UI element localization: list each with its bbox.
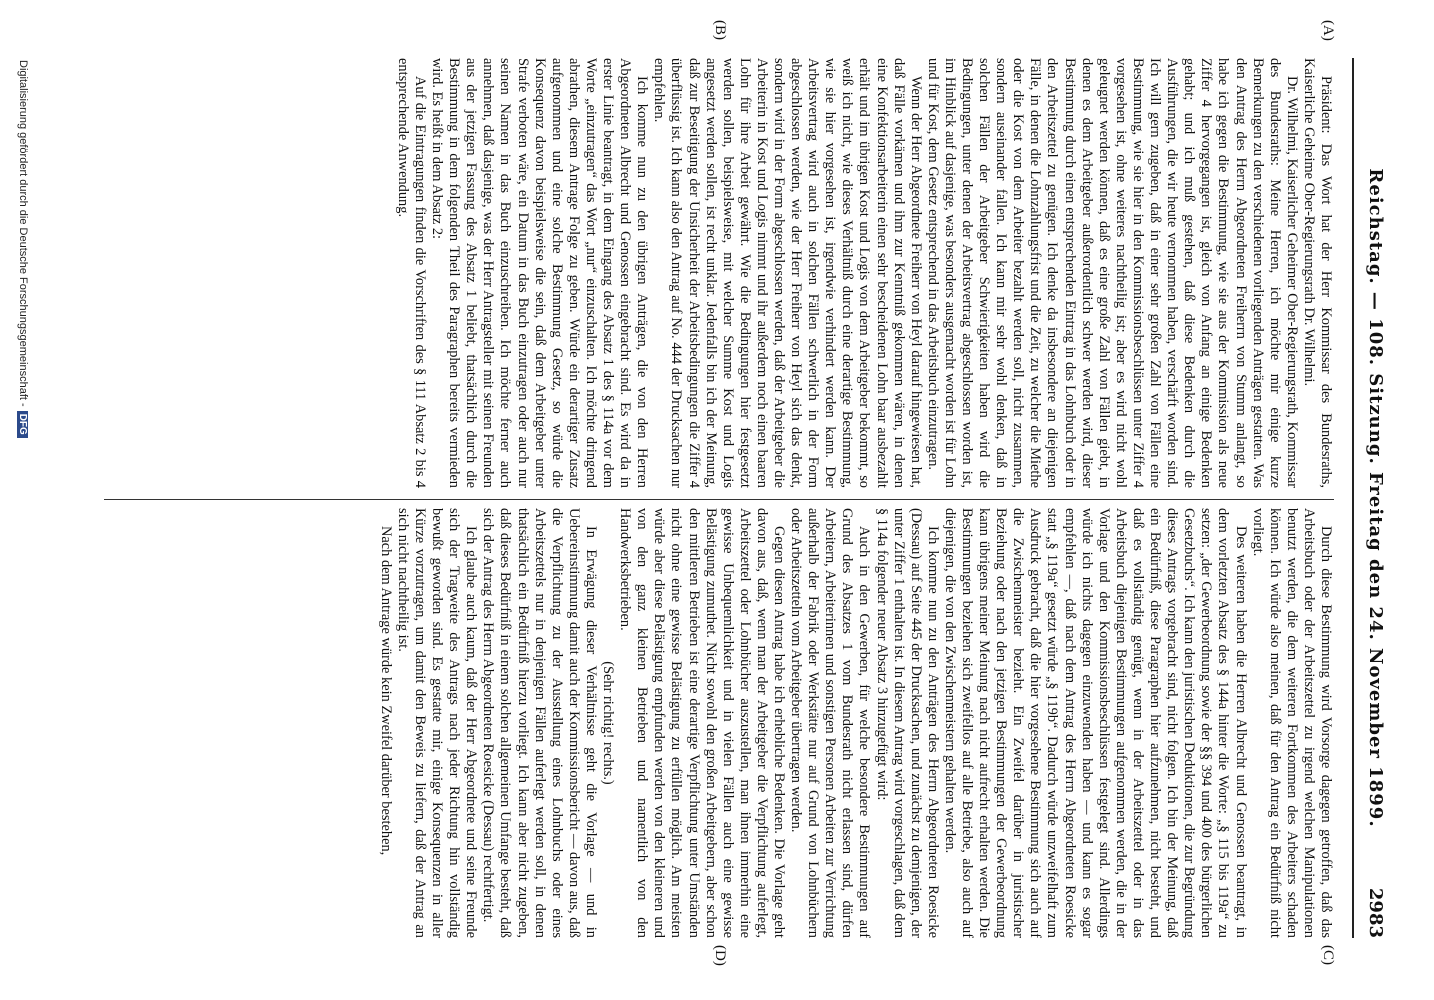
page-header xyxy=(1360,58,1386,938)
margin-mark-c: (C) xyxy=(1320,945,1336,965)
running-title: Reichstag. — 108. Sitzung. Freitag den 24. November 1899. xyxy=(1365,168,1386,828)
column-divider xyxy=(104,499,1334,500)
paragraph: Ich komme nun zu den übrigen Anträgen, die von den Herren Abgeordneten Albrecht und Genossen eingebracht sind. Es wird da in erster Linie beantragt, in dem Eingang des Absatz 1 des § 114a vor dem Worte „einzutragen“ das Wort „nur“ einzuschalten. Ich möchte dringend abrathen, diesem Antrage Folge zu geben. Würde ein derartiger Zusatz aufgenommen und eine solche Bestimmung Gesetz, so würde die Konsequenz davon beispielsweise die sein, daß dem Arbeitgeber unter Strafe verboten wäre, ein Datum in das Buch einzutragen oder auch nur seinen Namen in das Buch einzuschreiben. Ich möchte ferner auch annehmen, daß dasjenige, was der Herr Antragsteller mit seinen Freunden aus der jetzigen Fassung des Absatz 1 beliebt, thatsächlich durch die Bestimmung in dem folgenden Theil des Paragraphen bereits vermieden wird. Es heißt in dem Absatz 2: xyxy=(429,58,651,488)
paragraph: Durch diese Bestimmung wird Vorsorge dagegen getroffen, daß das Arbeitsbuch oder der Arbeitszettel zu irgend welchen Manipulationen benutzt werden, die dem weiteren Fortkommen des Arbeiters schaden können. Ich würde also meinen, daß für den Antrag ein Bedürfniß nicht vorliegt. xyxy=(1249,508,1334,938)
header-rule xyxy=(1352,58,1354,938)
paragraph: Nach dem Antrage würde kein Zweifel darüber bestehen, xyxy=(377,526,394,856)
paragraph: Präsident: Das Wort hat der Herr Kommissar des Bundesraths, Kaiserliche Geheime Ober-Regierungsrath Dr. Wilhelmi. xyxy=(1300,58,1334,488)
digitization-footer xyxy=(17,60,29,960)
left-column xyxy=(104,58,1334,488)
dfg-logo: DFG xyxy=(17,411,28,438)
paragraph: Wenn der Herr Abgeordnete Freiherr von Heyl darauf hingewiesen hat, daß Fälle vorkämen und ihm zur Kenntniß gekommen wären, in denen eine Konfektionsarbeiterin einen sehr bescheidenen Lohn baar ausbezahlt erhält und im übrigen Kost und Logis von dem Arbeitgeber bekommt, so weiß ich nicht, wie dieses Verhältniß durch eine derartige Bestimmung, wie sie hier vorgesehen ist, irgendwie verhindert werden kann. Der Arbeitsvertrag wird auch in solchen Fällen schwerlich in der Form abgeschlossen werden, wie der Herr Freiherr von Heyl sich das denkt, sondern wird in der Form abgeschlossen werden, daß der Arbeitgeber die Arbeiterin in Kost und Logis nimmt und ihr außerdem noch einen baaren Lohn für ihre Arbeit gewährt. Wie die Bedingungen hier festgesetzt werden sollen, beispielsweise, mit welcher Summe Kost und Logis angesetzt werden sollen, ist recht unklar. Jedenfalls bin ich der Meinung, daß zur Beseitigung der Unsicherheit der Arbeitsbedingungen die Ziffer 4 überflüssig ist. Ich kann also den Antrag auf No. 444 der Drucksachen nur empfehlen. xyxy=(651,58,924,488)
paragraph: Ich glaube auch kaum, daß der Herr Abgeordnete und seine Freunde sich der Tragweite des Antrags nach jeder Richtung hin vollständig bewußt geworden sind. Es gestatte mir, einige Konsequenzen in aller Kürze vorzutragen, um damit den Beweis zu liefern, daß der Antrag an sich nicht nachtheilig ist. xyxy=(394,508,480,938)
paragraph: Gegen diesen Antrag habe ich erhebliche Bedenken. Die Vorlage geht davon aus, daß, wenn man der Arbeitgeber die Verpflichtung auferlegt, Arbeitszettel oder Lohnbücher auszustellen, man ihnen immerhin eine gewisse Unbequemlichkeit und in vielen Fällen auch eine gewisse Belästigung zumuthet. Nicht sowohl den großen Arbeitgebern, aber schon den mittleren Betrieben ist eine derartige Verpflichtung unter Umständen nicht ohne eine gewisse Belästigung zu erfüllen möglich. Am meisten würde aber diese Belästigung empfunden werden von den kleineren und von den ganz kleinen Betrieben und namentlich von den Handwerksbetrieben. xyxy=(617,508,787,938)
right-column xyxy=(104,508,1334,938)
page-number: 2983 xyxy=(1365,887,1386,938)
paragraph: Des weiteren haben die Herren Albrecht und Genossen beantragt, in dem vorletzten Absatz des § 144a hinter die Worte: „§ 115 bis 119a“ zu setzen: „der Gewerbeordnung sowie der §§ 394 und 400 des bürgerlichen Gesetzbuchs“. Ich kann den juristischen Deduktionen, die zur Begründung dieses Antrags vorgebracht sind, nicht folgen. Ich bin der Meinung, daß ein Bedürfniß, diese Paragraphen hier aufzunehmen, nicht besteht, und daß es vollständig genügt, wenn in der Arbeitszettel oder in das Arbeitsbuch diejenigen Bestimmungen aufgenommen werden, die in der Vorlage und den Kommissionsbeschlüssen festgelegt sind. Allerdings würde ich nichts dagegen einzuwenden haben — und kann es sogar empfehlen —, daß nach dem Antrag des Herrn Abgeordneten Roesicke statt „§ 119a“ gesetzt würde „§ 119b“. Dadurch würde unzweifelhaft zum Ausdruck gebracht, daß die hier vorgesehene Bestimmung sich auch auf die Zwischenmeister bezieht. Ein Zweifel darüber in juristischer Beziehung oder nach den jetzigen Bestimmungen der Gewerbeordnung kann übrigens meiner Meinung nach nicht aufrecht erhalten werden. Die Bestimmungen beziehen sich zweifellos auf alle Betriebe, also auch auf diejenigen, die von den Zwischenmeistern gehalten werden. xyxy=(941,508,1249,938)
paragraph: Dr. Wilhelmi, Kaiserlicher Geheimer Ober-Regierungsrath, Kommissar des Bundesraths: Meine Herren, ich möchte mir einige kurze Bemerkungen zu den verschiedenen vorliegenden Anträgen gestatten. Was den Antrag des Herrn Abgeordneten Freiherrn von Stumm anlangt, so habe ich gegen die Bestimmung, wie sie aus der Kommission als neue Ziffer 4 hervorgegangen ist, gleich von Anfang an einige Bedenken gehabt; und ich muß gestehen, daß diese Bedenken durch die Ausführungen, die wir heute vernommen haben, verschärft worden sind. Ich will gern zugeben, daß in einer sehr großen Zahl von Fällen eine Bestimmung, wie sie hier in den Kommissionsbeschlüssen unter Ziffer 4 vorgesehen ist, ohne weiteres nachtheilig ist; aber es wird nicht wohl geleugnet werden können, daß es eine große Zahl von Fällen giebt, in denen es dem Arbeitgeber außerordentlich schwer werden wird, dieser Bestimmung durch einen entsprechenden Eintrag in das Lohnbuch oder in den Arbeitszettel zu genügen. Ich denke da insbesondere an diejenigen Fälle, in denen die Lohnzahlungsfrist und die Zeit, zu welcher die Miethe oder die Kost von dem Arbeiter bezahlt werden soll, nicht zusammen, sondern auseinander fallen. Ich kann mir sehr wohl denken, daß in solchen Fällen der Arbeitgeber Schwierigkeiten haben wird die Bedingungen, unter denen der Arbeitsvertrag abgeschlossen worden ist, im Hinblick auf dasjenige, was besonders ausgemacht worden ist für Lohn und für Kost, dem Gesetz entsprechend in das Arbeitsbuch einzutragen. xyxy=(924,58,1300,488)
paragraph: Ich komme nun zu den Anträgen des Herrn Abgeordneten Roesicke (Dessau) auf Seite 445 der Drucksachen, und zunächst zu demjenigen, der unter Ziffer 1 enthalten ist. In diesem Antrag wird vorgeschlagen, daß dem § 114a folgender neuer Absatz 3 hinzugefügt wird: xyxy=(873,508,941,938)
footer-text: Digitalisierung gefördert durch die Deutsche Forschungsgemeinschaft - xyxy=(17,60,29,407)
margin-mark-b: (B) xyxy=(712,20,728,40)
paragraph: In Erwägung dieser Verhältnisse geht die Vorlage — und in Uebereinstimmung damit auch der Kommissionsbericht — davon aus, daß die Verpflichtung zu der Ausstellung eines Lohnbuchs oder eines Arbeitszettels nur in denjenigen Fällen auferlegt werden soll, in denen thatsächlich ein Bedürfniß hierzu vorliegt. Ich kann aber nicht zugeben, daß dieses Bedürfniß in einem solchen allgemeinen Umfange besteht, daß sich der Antrag des Herrn Abgeordneten Roesicke (Dessau) rechtfertigt. xyxy=(480,508,599,938)
paragraph: Auf die Eintragungen finden die Vorschriften des § 111 Absatz 2 bis 4 entsprechende Anwendung. xyxy=(394,58,429,488)
margin-mark-d: (D) xyxy=(712,945,728,966)
interjection: (Sehr richtig! rechts.) xyxy=(600,661,617,785)
paragraph: Auch in den Gewerben, für welche besondere Bestimmungen auf Grund des Absatzes 1 vom Bundesrath nicht erlassen sind, dürfen Arbeitern, Arbeiterinnen und sonstigen Personen Arbeiten zur Verrichtung außerhalb der Fabrik oder Werkstätte nur auf Grund von Lohnbüchern oder Arbeitszetteln vom Arbeitgeber übertragen werden. xyxy=(788,508,873,938)
margin-mark-a: (A) xyxy=(1320,20,1336,41)
